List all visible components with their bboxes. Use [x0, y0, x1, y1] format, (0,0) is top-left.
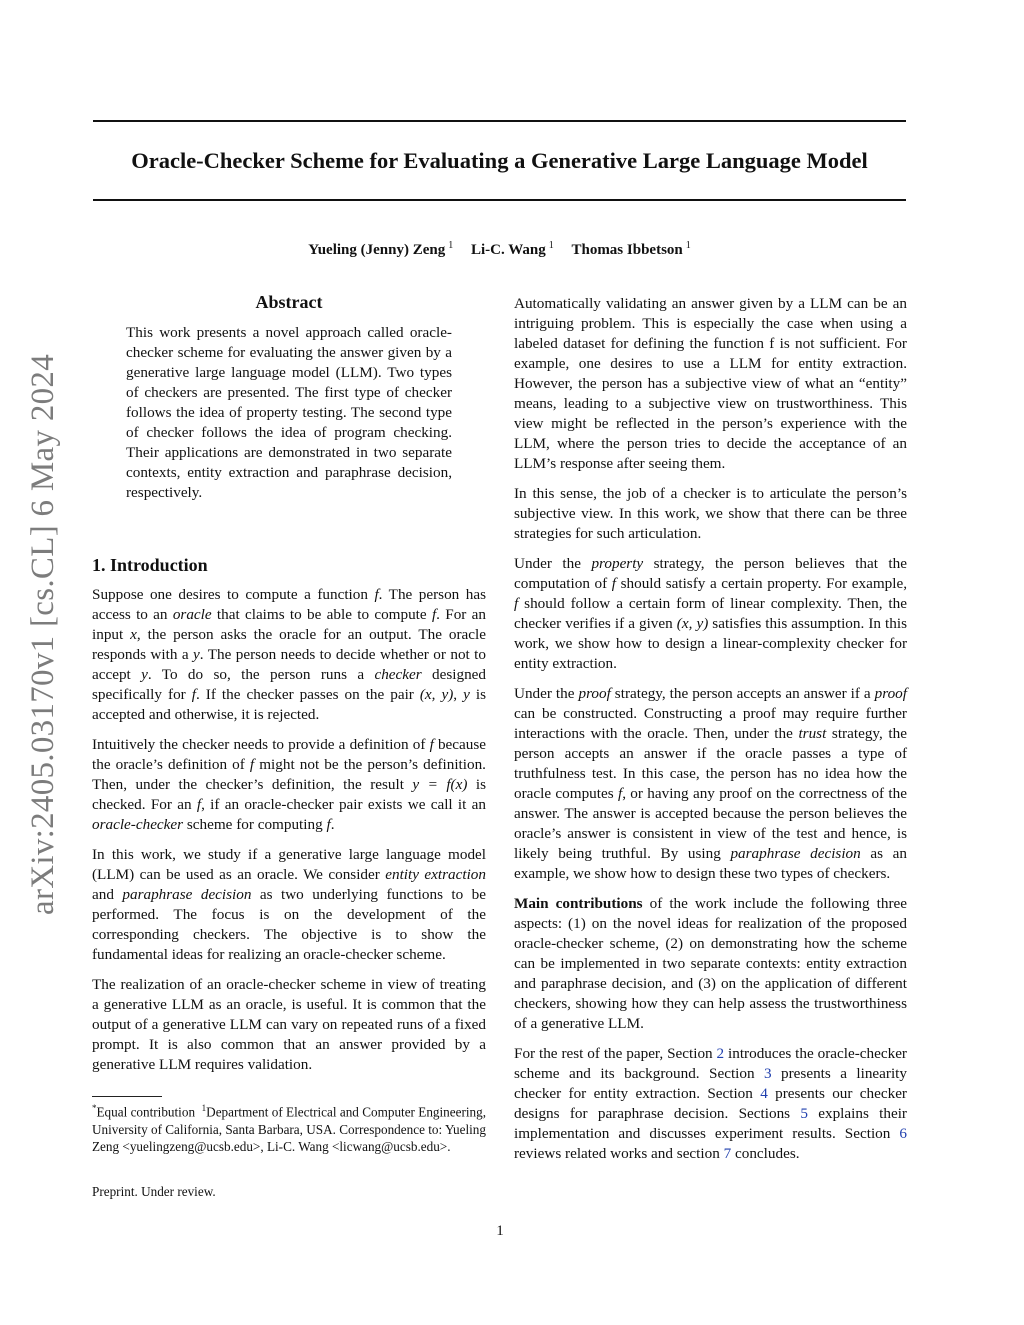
abstract-heading: Abstract	[255, 292, 323, 312]
author-affiliation-mark: 1	[685, 240, 691, 251]
main-contributions-lead: Main contributions	[514, 895, 643, 912]
introduction-heading: 1. Introduction	[92, 555, 208, 575]
body-paragraph: For the rest of the paper, Section 2 introduces the oracle-checker scheme and its background. Section 3 presents a linearity checker for entity extraction. Section 4 presents our checker designs for paraphrase decision. Sections 5 explains their implementation and discusses experiment results. Section 6 reviews related works and section 7 concludes.	[514, 1045, 907, 1162]
author-affiliation-mark: 1	[448, 240, 454, 251]
author	[571, 242, 690, 258]
right-column	[514, 294, 907, 1174]
arxiv-identifier-stamp: arXiv:2405.03170v1 [cs.CL] 6 May 2024	[25, 353, 61, 915]
author	[471, 242, 554, 258]
abstract-text: This work presents a novel approach called oracle-checker scheme for evaluating the answer given by a generative large language model (LLM). Two types of checkers are presented. The first type of checker follows the idea of property testing. The second type of checker follows the idea of program checking. Their applications are demonstrated in two separate contexts, entity extraction and paraphrase decision, respectively.	[126, 324, 452, 501]
intro-paragraph: Intuitively the checker needs to provide a definition of f because the oracle’s definition of f might not be the person’s definition. Then, under the checker’s definition, the result y = f(x) is checked. For an f, if an oracle-checker pair exists we call it an oracle-checker scheme for computing f.	[92, 736, 487, 833]
preprint-note: Preprint. Under review.	[92, 1184, 216, 1199]
author	[308, 242, 453, 258]
section-link[interactable]: 4	[760, 1085, 768, 1102]
section-link[interactable]: 2	[716, 1045, 725, 1062]
body-paragraph: Automatically validating an answer given by a LLM can be an intriguing problem. This is especially the case when using a labeled dataset for defining the function f is not sufficient. For example, one desires to use a LLM for entity extraction. However, the person has a subjective view of what an “entity” means, leading to a subjective view on trustworthiness. This view might be reflected in the person’s experience with the LLM, where the person tries to decide the acceptance of an LLM’s response after seeing them.	[514, 295, 907, 472]
body-paragraph: Under the proof strategy, the person accepts an answer if a proof can be constructed. Constructing a proof may require further interactions with the oracle. Then, under the trust strategy, the person accepts an answer if the oracle passes a type of truthfulness test. In this case, the person has no idea how the oracle computes f, or having any proof on the correctness of the answer. The answer is accepted because the person believes the oracle’s answer is consistent in view of the test and hence, is likely being truthful. By using paraphrase decision as an example, we show how to design these two types of checkers.	[514, 685, 907, 882]
paper-title: Oracle-Checker Scheme for Evaluating a Generative Large Language Model	[131, 148, 868, 173]
section-link[interactable]: 7	[723, 1145, 732, 1162]
title-rule-top	[93, 120, 906, 122]
footnote: *Equal contribution $^1$Department of Electrical and Computer Engineering, University of California, Santa Barbara, USA. Correspondence to: Yueling Zeng <yuelingzeng@ucsb.edu>, Li-C. Wang <licwang@ucsb.edu>.	[92, 1103, 487, 1155]
section-link[interactable]: 5	[800, 1105, 808, 1122]
body-paragraph: In this sense, the job of a checker is to articulate the person’s subjective view. In this work, we show that there can be three strategies for such articulation.	[514, 485, 907, 542]
footnote-rule	[92, 1096, 162, 1097]
body-paragraph: Main contributions of the work include the following three aspects: (1) on the novel ideas for realization of the proposed oracle-checker scheme, (2) on demonstrating how the scheme can be implemented in two separate contexts: entity extraction and paraphrase decision, and (3) on the application of different checkers, showing how they can help assess the trustworthiness of a generative LLM.	[514, 895, 908, 1032]
body-paragraph: Under the property strategy, the person believes that the computation of f should satisfy a certain property. For example, f should follow a certain form of linear complexity. Then, the checker verifies if a given (x, y) satisfies this assumption. In this work, we show how to design a linear-complexity checker for entity extraction.	[514, 555, 908, 672]
section-link[interactable]: 3	[764, 1065, 772, 1082]
page-number: 1	[496, 1223, 504, 1239]
title-rule-bottom	[93, 199, 906, 201]
author-name: Li-C. Wang	[470, 242, 546, 258]
author-affiliation-mark: 1	[548, 240, 554, 251]
left-column	[92, 290, 486, 1085]
intro-paragraph: The realization of an oracle-checker scheme in view of treating a generative LLM as an oracle, is useful. It is common that the output of a generative LLM can vary on repeated runs of a fixed prompt. It is also common that an answer provided by a generative LLM requires validation.	[92, 976, 486, 1073]
author-name: Yueling (Jenny) Zeng	[308, 242, 446, 258]
intro-paragraph: Suppose one desires to compute a function f. The person has access to an oracle that claims to be able to compute f. For an input x, the person asks the oracle for an output. The oracle responds with a y. The person needs to decide whether or not to accept y. To do so, the person runs a checker designed specifically for f. If the checker passes on the pair (x, y), y is accepted and otherwise, it is rejected.	[92, 586, 487, 723]
author-name: Thomas Ibbetson	[571, 242, 683, 258]
author-list	[93, 236, 906, 260]
intro-paragraph: In this work, we study if a generative large language model (LLM) can be used as an oracle. We consider entity extraction and paraphrase decision as two underlying functions to be performed. The focus is on the development of the corresponding checkers. The objective is to show the fundamental ideas for realizing an oracle-checker scheme.	[92, 846, 486, 963]
section-link[interactable]: 6	[899, 1125, 907, 1142]
